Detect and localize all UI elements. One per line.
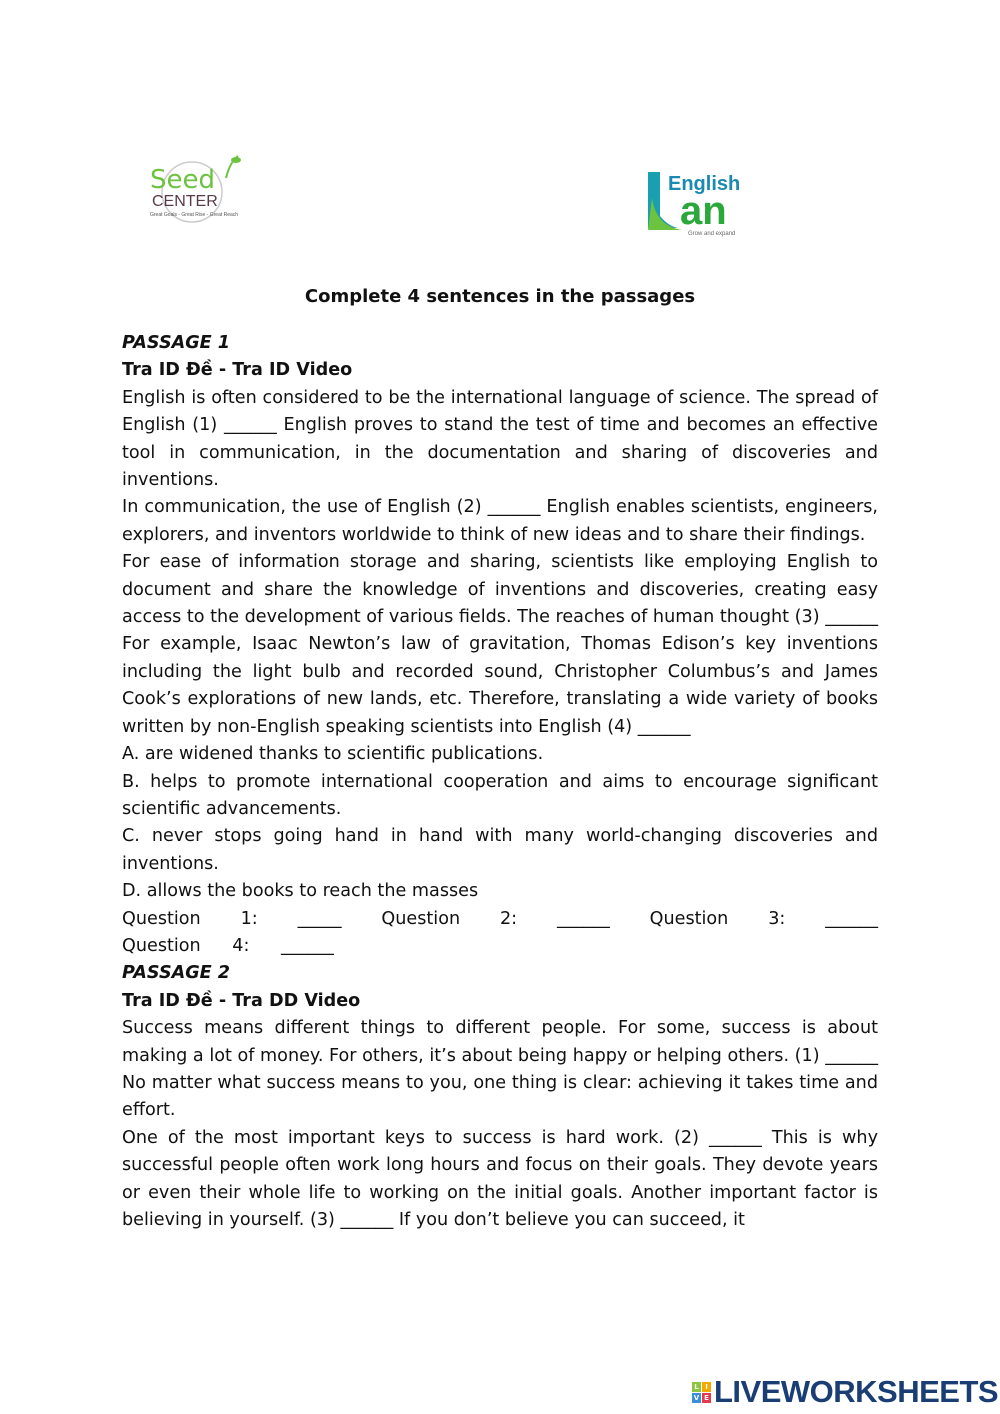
passage-2-heading: PASSAGE 2 [122,963,231,984]
svg-text:Seed: Seed [150,165,215,195]
paragraph: For ease of information storage and sharing, scientists like employing English to document and share the knowledge of inventions and discoveries, creating easy access to the development of various fields. The reaches of human thought (3) ______ For example, Isaac Newton’s law of gravitation, Thomas Edison’s key inventions including the light bulb and recorded sound, Christopher Columbus’s and James Cook’s explorations of new lands, etc. Therefore, translating a wide variety of books written by non-English speaking scientists into English (4) ______ [122,552,878,737]
svg-text:CENTER: CENTER [152,193,218,210]
seed-center-logo [146,150,246,228]
passage-1-subheading: Tra ID Đề - Tra ID Video [122,360,353,381]
paragraph: One of the most important keys to success is hard work. (2) ______ This is why successful people often work long hours and focus on their goals. They devote years or even their whole life to working on the initial goals. Another important factor is believing in yourself. (3) ______ If you don’t believe you can succeed, it [122,1127,878,1230]
english-lan-logo [638,168,756,238]
liveworksheets-wordmark: LIVEWORKSHEETS [714,1374,999,1409]
worksheet-content [122,330,878,1234]
svg-text:an: an [680,189,727,233]
option-c: C. never stops going hand in hand with many world-changing discoveries and inventions. [122,826,878,874]
passage-1-heading: PASSAGE 1 [122,333,231,353]
worksheet-title: Complete 4 sentences in the passages [304,286,696,307]
svg-text:English: English [668,173,741,195]
option-a: A. are widened thanks to scientific publications. [122,744,544,765]
paragraph: Success means different things to different people. For some, success is about making a lot of money. For others, it’s about being happy or helping others. (1) ______ No matter what success means to you, one thing is clear: achieving it takes time and effort. [122,1018,878,1121]
svg-text:Great Goals - Great Rise - Gre: Great Goals - Great Rise - Great Reach [150,212,239,218]
option-b: B. helps to promote international cooperation and aims to encourage significant scientific advancements. [122,771,878,819]
svg-text:Grow and expand: Grow and expand [688,231,736,237]
liveworksheets-tiles-icon: L I V E [692,1382,711,1403]
option-d: D. allows the books to reach the masses [122,881,479,902]
paragraph: English is often considered to be the international language of science. The spread of English (1) ______ English proves to stand the test of time and becomes an effective tool in communication, in the documentation and sharing of discoveries and inventions. [122,387,878,491]
answer-line[interactable]: Question 1: _____ Question 2: ______ Question 3: ______ Question 4: ______ [122,908,878,956]
passage-2-subheading: Tra ID Đề - Tra DD Video [122,990,361,1011]
paragraph: In communication, the use of English (2) ______ English enables scientists, engineers, explorers, and inventors worldwide to think of new ideas and to share their findings. [122,497,878,545]
liveworksheets-logo [692,1374,998,1410]
